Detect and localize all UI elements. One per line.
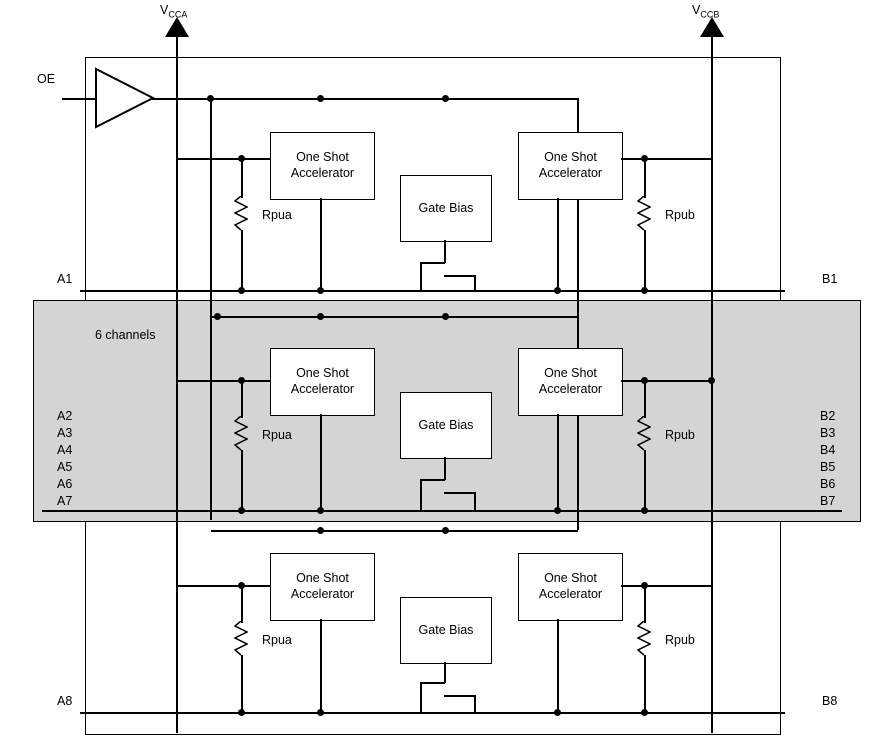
node-b1-oneshot — [554, 287, 561, 294]
port-b8-label: B8 — [822, 694, 838, 708]
rpub-resistor-1 — [637, 196, 651, 234]
one-shot-label-line1: One Shot — [296, 150, 349, 165]
port-a2-label: A2 — [57, 409, 73, 423]
node-b8-oneshot — [554, 709, 561, 716]
gate-bias-stem-3 — [444, 662, 446, 683]
vcca-label-sub: CCA — [168, 9, 188, 20]
rpua-resistor-3 — [234, 621, 248, 659]
oe-buffer-output — [152, 98, 577, 100]
gate-bias-step-h1-3 — [420, 682, 445, 684]
oe-line-lower — [211, 530, 578, 532]
six-channels-label: 6 channels — [95, 328, 156, 342]
node-a8-rpua — [238, 709, 245, 716]
vccb-rail — [711, 35, 713, 733]
rpua-label-3: Rpua — [262, 633, 292, 647]
node-a2-oneshot — [317, 507, 324, 514]
rpub-lead-bot-2 — [644, 450, 646, 511]
rpua-resistor-1 — [234, 196, 248, 234]
one-shot-accelerator-a2: One Shot Accelerator — [270, 348, 375, 416]
wire-vcca-to-oneshot-a1 — [177, 158, 270, 160]
gate-bias-step-v-1 — [420, 262, 422, 291]
oneshot-b2-out — [557, 414, 559, 511]
rpua-lead-bot-1 — [241, 230, 243, 293]
one-shot-label-line2: Accelerator — [290, 166, 355, 180]
gate-bias-step-v-3 — [420, 682, 422, 713]
node-b8-rpub — [641, 709, 648, 716]
rpub-lead-top-2 — [644, 380, 646, 418]
port-b5-label: B5 — [820, 460, 836, 474]
vcca-arrow — [165, 17, 189, 37]
vcca-label-main: V — [160, 3, 169, 17]
gate-bias-step-h2-2 — [444, 492, 475, 494]
rpub-label-3: Rpub — [665, 633, 695, 647]
gate-bias-step-v2-2 — [474, 492, 476, 511]
oe-line-band — [211, 316, 578, 318]
rpub-resistor-3 — [637, 621, 651, 659]
rpua-lead-top-2 — [241, 380, 243, 418]
vccb-label-main: V — [692, 3, 701, 17]
port-a3-label: A3 — [57, 426, 73, 440]
port-b2-label: B2 — [820, 409, 836, 423]
vcca-rail — [176, 35, 178, 733]
gate-bias-3: Gate Bias — [400, 597, 492, 664]
rpua-resistor-2 — [234, 416, 248, 454]
port-a7-label: A7 — [57, 494, 73, 508]
node-a8-oneshot — [317, 709, 324, 716]
rpua-label-2: Rpua — [262, 428, 292, 442]
node-oe-mid2 — [442, 95, 449, 102]
oneshot-b1-out — [557, 198, 559, 293]
node-b2-rpub — [641, 507, 648, 514]
rpua-lead-bot-2 — [241, 450, 243, 511]
rpub-lead-top-1 — [644, 158, 646, 198]
oneshot-a2-out — [320, 414, 322, 511]
one-shot-accelerator-a8: One Shot Accelerator — [270, 553, 375, 621]
one-shot-accelerator-b2: One Shot Accelerator — [518, 348, 623, 416]
gate-bias-step-h1-1 — [420, 262, 445, 264]
gate-bias-step-v-2 — [420, 479, 422, 511]
oneshot-a1-out — [320, 198, 322, 293]
vccb-arrow — [700, 17, 724, 37]
gate-bias-step-v2-1 — [474, 275, 476, 291]
oneshot-b8-out — [557, 619, 559, 713]
wire-vccb-to-oneshot-b2 — [621, 380, 711, 382]
node-b1-rpub — [641, 287, 648, 294]
rpua-label-1: Rpua — [262, 208, 292, 222]
rpub-label-2: Rpub — [665, 428, 695, 442]
node-oe-lower-mid — [317, 527, 324, 534]
rpub-lead-bot-3 — [644, 655, 646, 713]
gate-bias-step-v2-3 — [474, 695, 476, 713]
port-b4-label: B4 — [820, 443, 836, 457]
gate-bias-step-h2-3 — [444, 695, 475, 697]
node-a1-oneshot — [317, 287, 324, 294]
one-shot-accelerator-a1 — [270, 132, 375, 200]
oe-label: OE — [37, 72, 56, 86]
rpua-lead-bot-3 — [241, 655, 243, 713]
gate-bias-step-h2-1 — [444, 275, 475, 277]
wire-vccb-to-oneshot-b8 — [621, 585, 711, 587]
node-a1-rpua — [238, 287, 245, 294]
vcca-label — [160, 3, 187, 20]
one-shot-accelerator-b1: One Shot Accelerator — [518, 132, 623, 200]
wire-vccb-to-oneshot-b1 — [621, 158, 711, 160]
gate-bias-2: Gate Bias — [400, 392, 492, 459]
node-oe-band-a — [214, 313, 221, 320]
node-oe-band-mid2 — [442, 313, 449, 320]
rpub-lead-bot-1 — [644, 230, 646, 293]
one-shot-accelerator-b8: One Shot Accelerator — [518, 553, 623, 621]
gate-bias-step-h1-2 — [420, 479, 445, 481]
node-oe-band-mid — [317, 313, 324, 320]
port-a1-label: A1 — [57, 272, 73, 286]
rpub-lead-top-3 — [644, 585, 646, 623]
vccb-label-sub: CCB — [700, 9, 720, 20]
wire-vcca-to-oneshot-a8 — [177, 585, 270, 587]
node-oe-mid1 — [317, 95, 324, 102]
oneshot-a8-out — [320, 619, 322, 713]
port-b6-label: B6 — [820, 477, 836, 491]
oe-vertical-left — [210, 98, 212, 520]
channel-line-2 — [42, 510, 842, 512]
port-b7-label: B7 — [820, 494, 836, 508]
node-vccb-band — [708, 377, 715, 384]
channel-line-1 — [80, 290, 785, 292]
node-a2-rpua — [238, 507, 245, 514]
channel-line-8 — [80, 712, 785, 714]
rpub-label-1: Rpub — [665, 208, 695, 222]
rpua-lead-top-1 — [241, 158, 243, 198]
vccb-label — [692, 3, 719, 20]
gate-bias-1: Gate Bias — [400, 175, 492, 242]
port-b3-label: B3 — [820, 426, 836, 440]
port-a4-label: A4 — [57, 443, 73, 457]
port-a6-label: A6 — [57, 477, 73, 491]
rpua-lead-top-3 — [241, 585, 243, 623]
port-a8-label: A8 — [57, 694, 73, 708]
rpub-resistor-2 — [637, 416, 651, 454]
wire-vcca-to-oneshot-a2 — [177, 380, 270, 382]
gate-bias-stem-1 — [444, 240, 446, 263]
node-b2-oneshot — [554, 507, 561, 514]
node-oe-lower-mid2 — [442, 527, 449, 534]
port-a5-label: A5 — [57, 460, 73, 474]
gate-bias-stem-2 — [444, 457, 446, 480]
port-b1-label: B1 — [822, 272, 838, 286]
